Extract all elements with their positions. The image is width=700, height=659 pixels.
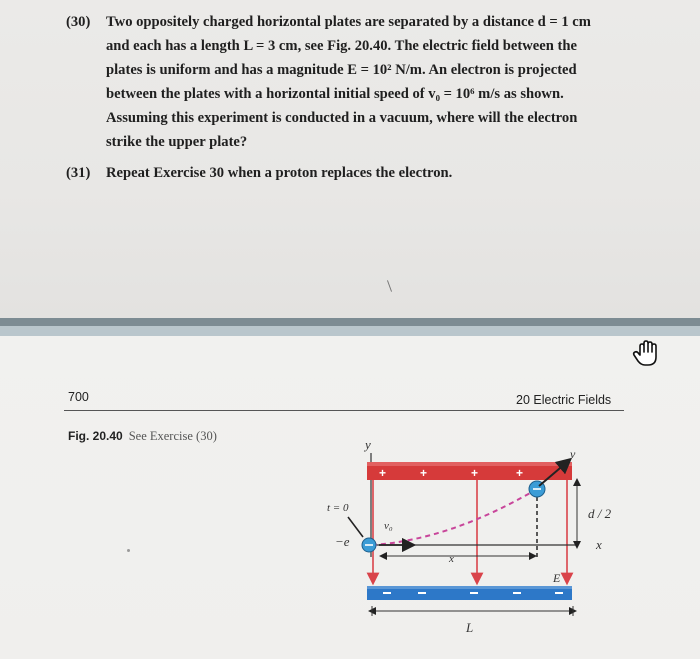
chapter-title: 20 Electric Fields bbox=[516, 393, 612, 407]
y-axis-label: y bbox=[365, 437, 371, 452]
electron-trajectory bbox=[372, 489, 537, 545]
exercise-line: Two oppositely charged horizontal plates are separated by a distance d = 1 cm bbox=[106, 14, 591, 30]
exercise-line: Repeat Exercise 30 when a proton replaces the electron. bbox=[106, 165, 453, 181]
velocity-label: v⃗ bbox=[570, 447, 585, 461]
time-label: t = 0 bbox=[327, 502, 349, 514]
exercise-line: and each has a length L = 3 cm, see Fig. 20.40. The electric field between the bbox=[106, 38, 577, 54]
half-distance-label: d / 2 bbox=[588, 506, 612, 521]
page-number: 700 bbox=[68, 390, 89, 404]
time-pointer bbox=[348, 517, 363, 537]
exercise-line: Assuming this experiment is conducted in a vacuum, where will the electron bbox=[106, 110, 578, 126]
negative-plate bbox=[367, 586, 572, 600]
x-axis-label: x bbox=[596, 537, 602, 552]
positive-plate bbox=[367, 462, 572, 480]
length-label: L bbox=[466, 620, 474, 635]
svg-text:+: + bbox=[471, 466, 479, 480]
exercise-number: (30) bbox=[66, 14, 91, 30]
figure-label: Fig. 20.40 bbox=[68, 429, 123, 443]
field-label: E bbox=[553, 571, 561, 585]
figure-reference: See Exercise (30) bbox=[128, 429, 217, 443]
exercise-line: between the plates with a horizontal initial speed of v₀ = 10⁶ m/s as shown. bbox=[106, 86, 564, 102]
svg-text:+: + bbox=[516, 466, 524, 480]
exercise-number: (31) bbox=[66, 165, 91, 181]
x-dimension-label: x bbox=[449, 553, 454, 565]
svg-text:+: + bbox=[420, 466, 428, 480]
exercise-line: plates is uniform and has a magnitude E = 10² N/m. An electron is projected bbox=[106, 62, 577, 78]
svg-text:+: + bbox=[379, 466, 387, 480]
exercise-line: strike the upper plate? bbox=[106, 134, 248, 150]
initial-velocity-label: v₀ bbox=[384, 520, 393, 532]
electron-label: −e bbox=[335, 534, 350, 549]
